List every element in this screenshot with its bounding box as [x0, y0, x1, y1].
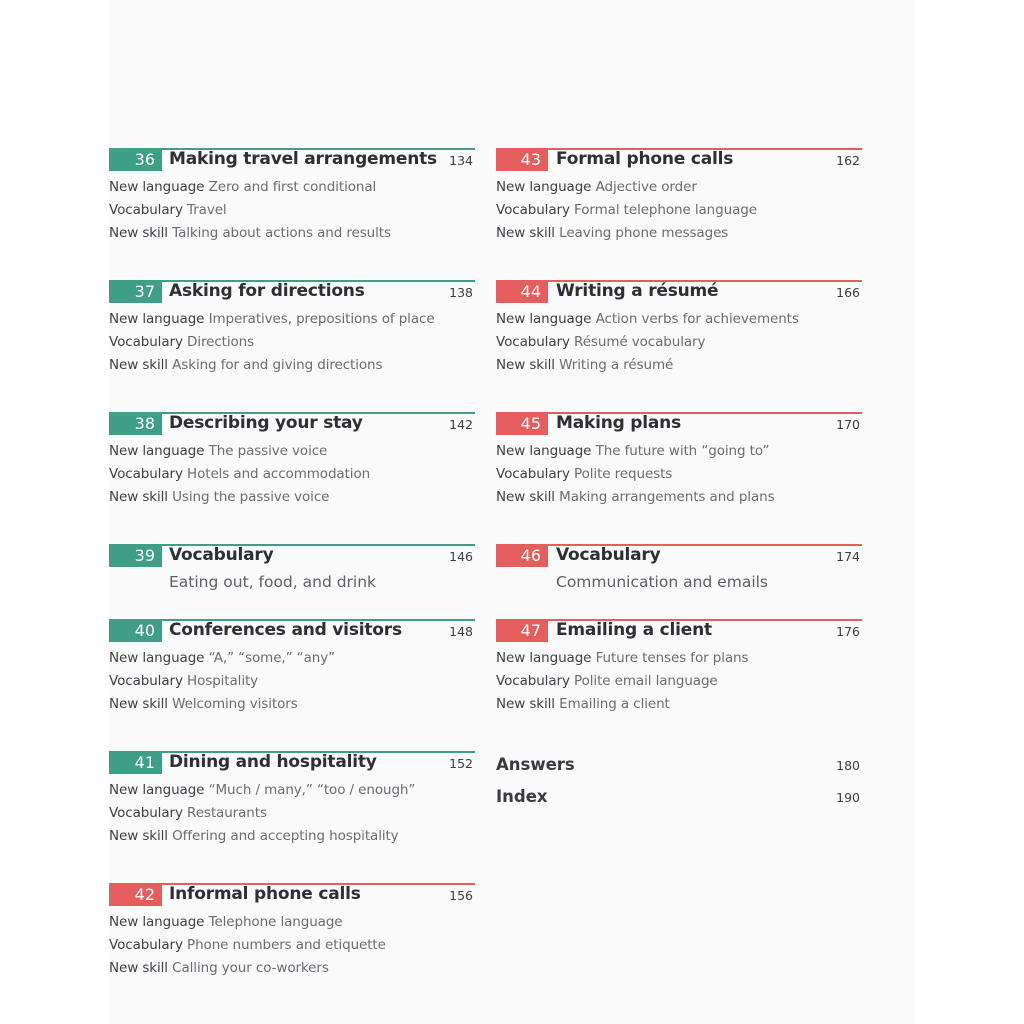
detail-line: [109, 176, 475, 199]
detail-label: New skill: [109, 828, 168, 844]
detail-value: “Much / many,” “too / enough”: [208, 782, 416, 798]
chapter-number-badge: 44: [496, 280, 548, 303]
chapter-title: Making travel arrangements: [169, 149, 437, 169]
chapter-title: Conferences and visitors: [169, 620, 402, 640]
detail-label: Vocabulary: [496, 466, 570, 482]
toc-entry[interactable]: [109, 883, 475, 993]
page-number: 156: [449, 888, 473, 903]
detail-line: [496, 693, 862, 716]
chapter-details: [109, 779, 475, 848]
page-number: 146: [449, 549, 473, 564]
detail-value: Formal telephone language: [574, 202, 757, 218]
detail-line: [109, 463, 475, 486]
detail-label: Vocabulary: [496, 334, 570, 350]
entry-rule: [109, 544, 475, 546]
detail-line: [109, 440, 475, 463]
detail-line: [109, 802, 475, 825]
detail-line: [496, 308, 862, 331]
chapter-number-badge: 46: [496, 544, 548, 567]
chapter-title: Informal phone calls: [169, 884, 361, 904]
detail-label: New language: [109, 311, 205, 327]
detail-label: Vocabulary: [109, 805, 183, 821]
entry-heading: [109, 751, 475, 777]
detail-line: [109, 199, 475, 222]
detail-value: Zero and first conditional: [208, 179, 377, 195]
detail-value: Travel: [187, 202, 227, 218]
detail-label: New skill: [109, 357, 168, 373]
detail-line: [496, 647, 862, 670]
detail-label: Vocabulary: [109, 937, 183, 953]
chapter-details: [109, 647, 475, 716]
detail-line: [109, 693, 475, 716]
detail-line: [109, 825, 475, 848]
detail-value: Imperatives, prepositions of place: [208, 311, 435, 327]
chapter-number-badge: 45: [496, 412, 548, 435]
page-number: 174: [836, 549, 860, 564]
detail-line: [109, 331, 475, 354]
chapter-details: [109, 308, 475, 377]
entry-heading: [109, 619, 475, 645]
entry-heading: [496, 544, 862, 570]
chapter-number-badge: 38: [109, 412, 162, 435]
detail-label: New skill: [496, 225, 555, 241]
toc-entry[interactable]: [109, 280, 475, 390]
detail-label: New language: [496, 443, 592, 459]
detail-label: New language: [496, 179, 592, 195]
page-number: 152: [449, 756, 473, 771]
toc-entry[interactable]: [109, 412, 475, 522]
detail-line: [109, 911, 475, 934]
detail-value: Calling your co-workers: [172, 960, 329, 976]
entry-heading: [109, 148, 475, 174]
detail-value: The passive voice: [208, 443, 328, 459]
detail-label: Vocabulary: [496, 202, 570, 218]
detail-label: New skill: [496, 696, 555, 712]
detail-value: Polite email language: [574, 673, 718, 689]
toc-entry[interactable]: [109, 619, 475, 729]
chapter-title: Vocabulary: [556, 545, 661, 565]
chapter-title: Asking for directions: [169, 281, 365, 301]
detail-value: Polite requests: [574, 466, 673, 482]
page-number: 142: [449, 417, 473, 432]
detail-value: Using the passive voice: [172, 489, 330, 505]
detail-label: New language: [109, 782, 205, 798]
page-number: 170: [836, 417, 860, 432]
entry-heading: [109, 280, 475, 306]
entry-heading: [496, 412, 862, 438]
page-number: 180: [836, 758, 860, 773]
detail-value: Talking about actions and results: [172, 225, 391, 241]
toc-entry[interactable]: [496, 412, 862, 522]
page-margin: [915, 0, 1024, 1024]
page-number: 162: [836, 153, 860, 168]
detail-label: New language: [496, 311, 592, 327]
detail-value: Telephone language: [208, 914, 343, 930]
detail-label: New language: [109, 650, 205, 666]
detail-line: [109, 934, 475, 957]
entry-heading: [109, 883, 475, 909]
back-matter-entry[interactable]: [496, 753, 862, 779]
detail-line: [496, 486, 862, 509]
detail-label: New skill: [109, 696, 168, 712]
chapter-title: Emailing a client: [556, 620, 712, 640]
back-matter-entry[interactable]: [496, 785, 862, 811]
chapter-number-badge: 36: [109, 148, 162, 171]
detail-label: Vocabulary: [109, 334, 183, 350]
toc-entry[interactable]: [496, 148, 862, 258]
page-number: 176: [836, 624, 860, 639]
chapter-number-badge: 47: [496, 619, 548, 642]
detail-line: [109, 670, 475, 693]
detail-value: Leaving phone messages: [559, 225, 729, 241]
chapter-title: Vocabulary: [169, 545, 274, 565]
detail-value: Phone numbers and etiquette: [187, 937, 386, 953]
detail-value: Offering and accepting hospitality: [172, 828, 399, 844]
entry-heading: [496, 148, 862, 174]
chapter-details: [496, 647, 862, 716]
detail-value: Résumé vocabulary: [574, 334, 706, 350]
chapter-details: [109, 911, 475, 980]
detail-line: [109, 486, 475, 509]
detail-value: “A,” “some,” “any”: [208, 650, 335, 666]
detail-line: [496, 199, 862, 222]
chapter-title: Writing a résumé: [556, 281, 719, 301]
detail-label: New language: [109, 914, 205, 930]
chapter-number-badge: 39: [109, 544, 162, 567]
detail-line: [109, 957, 475, 980]
chapter-details: [109, 176, 475, 245]
detail-line: [496, 440, 862, 463]
back-matter-title: Answers: [496, 755, 575, 774]
detail-line: [496, 331, 862, 354]
back-matter-title: Index: [496, 787, 548, 806]
detail-line: [109, 222, 475, 245]
detail-value: Hotels and accommodation: [187, 466, 371, 482]
detail-value: Action verbs for achievements: [595, 311, 799, 327]
chapter-number-badge: 40: [109, 619, 162, 642]
entry-rule: [496, 544, 862, 546]
detail-line: [496, 222, 862, 245]
detail-line: [496, 670, 862, 693]
detail-value: Making arrangements and plans: [559, 489, 775, 505]
detail-label: Vocabulary: [496, 673, 570, 689]
detail-label: Vocabulary: [109, 202, 183, 218]
entry-heading: [109, 544, 475, 570]
chapter-number-badge: 42: [109, 883, 162, 906]
detail-value: Asking for and giving directions: [172, 357, 383, 373]
chapter-subtitle: Communication and emails: [556, 573, 769, 591]
detail-label: New language: [109, 443, 205, 459]
detail-label: New language: [109, 179, 205, 195]
chapter-subtitle: Eating out, food, and drink: [169, 573, 377, 591]
chapter-details: [496, 440, 862, 509]
toc-entry[interactable]: [496, 280, 862, 390]
detail-value: The future with “going to”: [595, 443, 770, 459]
page-number: 134: [449, 153, 473, 168]
detail-line: [109, 308, 475, 331]
page-number: 138: [449, 285, 473, 300]
page-number: 190: [836, 790, 860, 805]
detail-line: [109, 647, 475, 670]
detail-line: [496, 354, 862, 377]
chapter-details: [496, 176, 862, 245]
detail-label: New skill: [109, 489, 168, 505]
detail-value: Emailing a client: [559, 696, 670, 712]
detail-label: New skill: [496, 357, 555, 373]
detail-line: [109, 779, 475, 802]
entry-heading: [109, 412, 475, 438]
chapter-title: Formal phone calls: [556, 149, 734, 169]
page-number: 148: [449, 624, 473, 639]
detail-label: Vocabulary: [109, 673, 183, 689]
toc-entry[interactable]: [109, 148, 475, 258]
detail-value: Hospitality: [187, 673, 259, 689]
chapter-title: Dining and hospitality: [169, 752, 377, 772]
chapter-details: [496, 308, 862, 377]
detail-value: Writing a résumé: [559, 357, 674, 373]
detail-line: [109, 354, 475, 377]
chapter-title: Making plans: [556, 413, 682, 433]
detail-value: Adjective order: [595, 179, 697, 195]
detail-line: [496, 463, 862, 486]
detail-value: Restaurants: [187, 805, 267, 821]
detail-label: New language: [496, 650, 592, 666]
detail-value: Future tenses for plans: [595, 650, 749, 666]
chapter-title: Describing your stay: [169, 413, 363, 433]
detail-line: [496, 176, 862, 199]
chapter-number-badge: 43: [496, 148, 548, 171]
chapter-details: [109, 440, 475, 509]
toc-entry[interactable]: [109, 751, 475, 861]
chapter-number-badge: 41: [109, 751, 162, 774]
entry-heading: [496, 619, 862, 645]
detail-label: New skill: [109, 960, 168, 976]
detail-label: Vocabulary: [109, 466, 183, 482]
detail-value: Directions: [187, 334, 255, 350]
chapter-number-badge: 37: [109, 280, 162, 303]
detail-label: New skill: [496, 489, 555, 505]
toc-entry[interactable]: [496, 619, 862, 729]
entry-heading: [496, 280, 862, 306]
page-number: 166: [836, 285, 860, 300]
detail-label: New skill: [109, 225, 168, 241]
detail-value: Welcoming visitors: [172, 696, 298, 712]
